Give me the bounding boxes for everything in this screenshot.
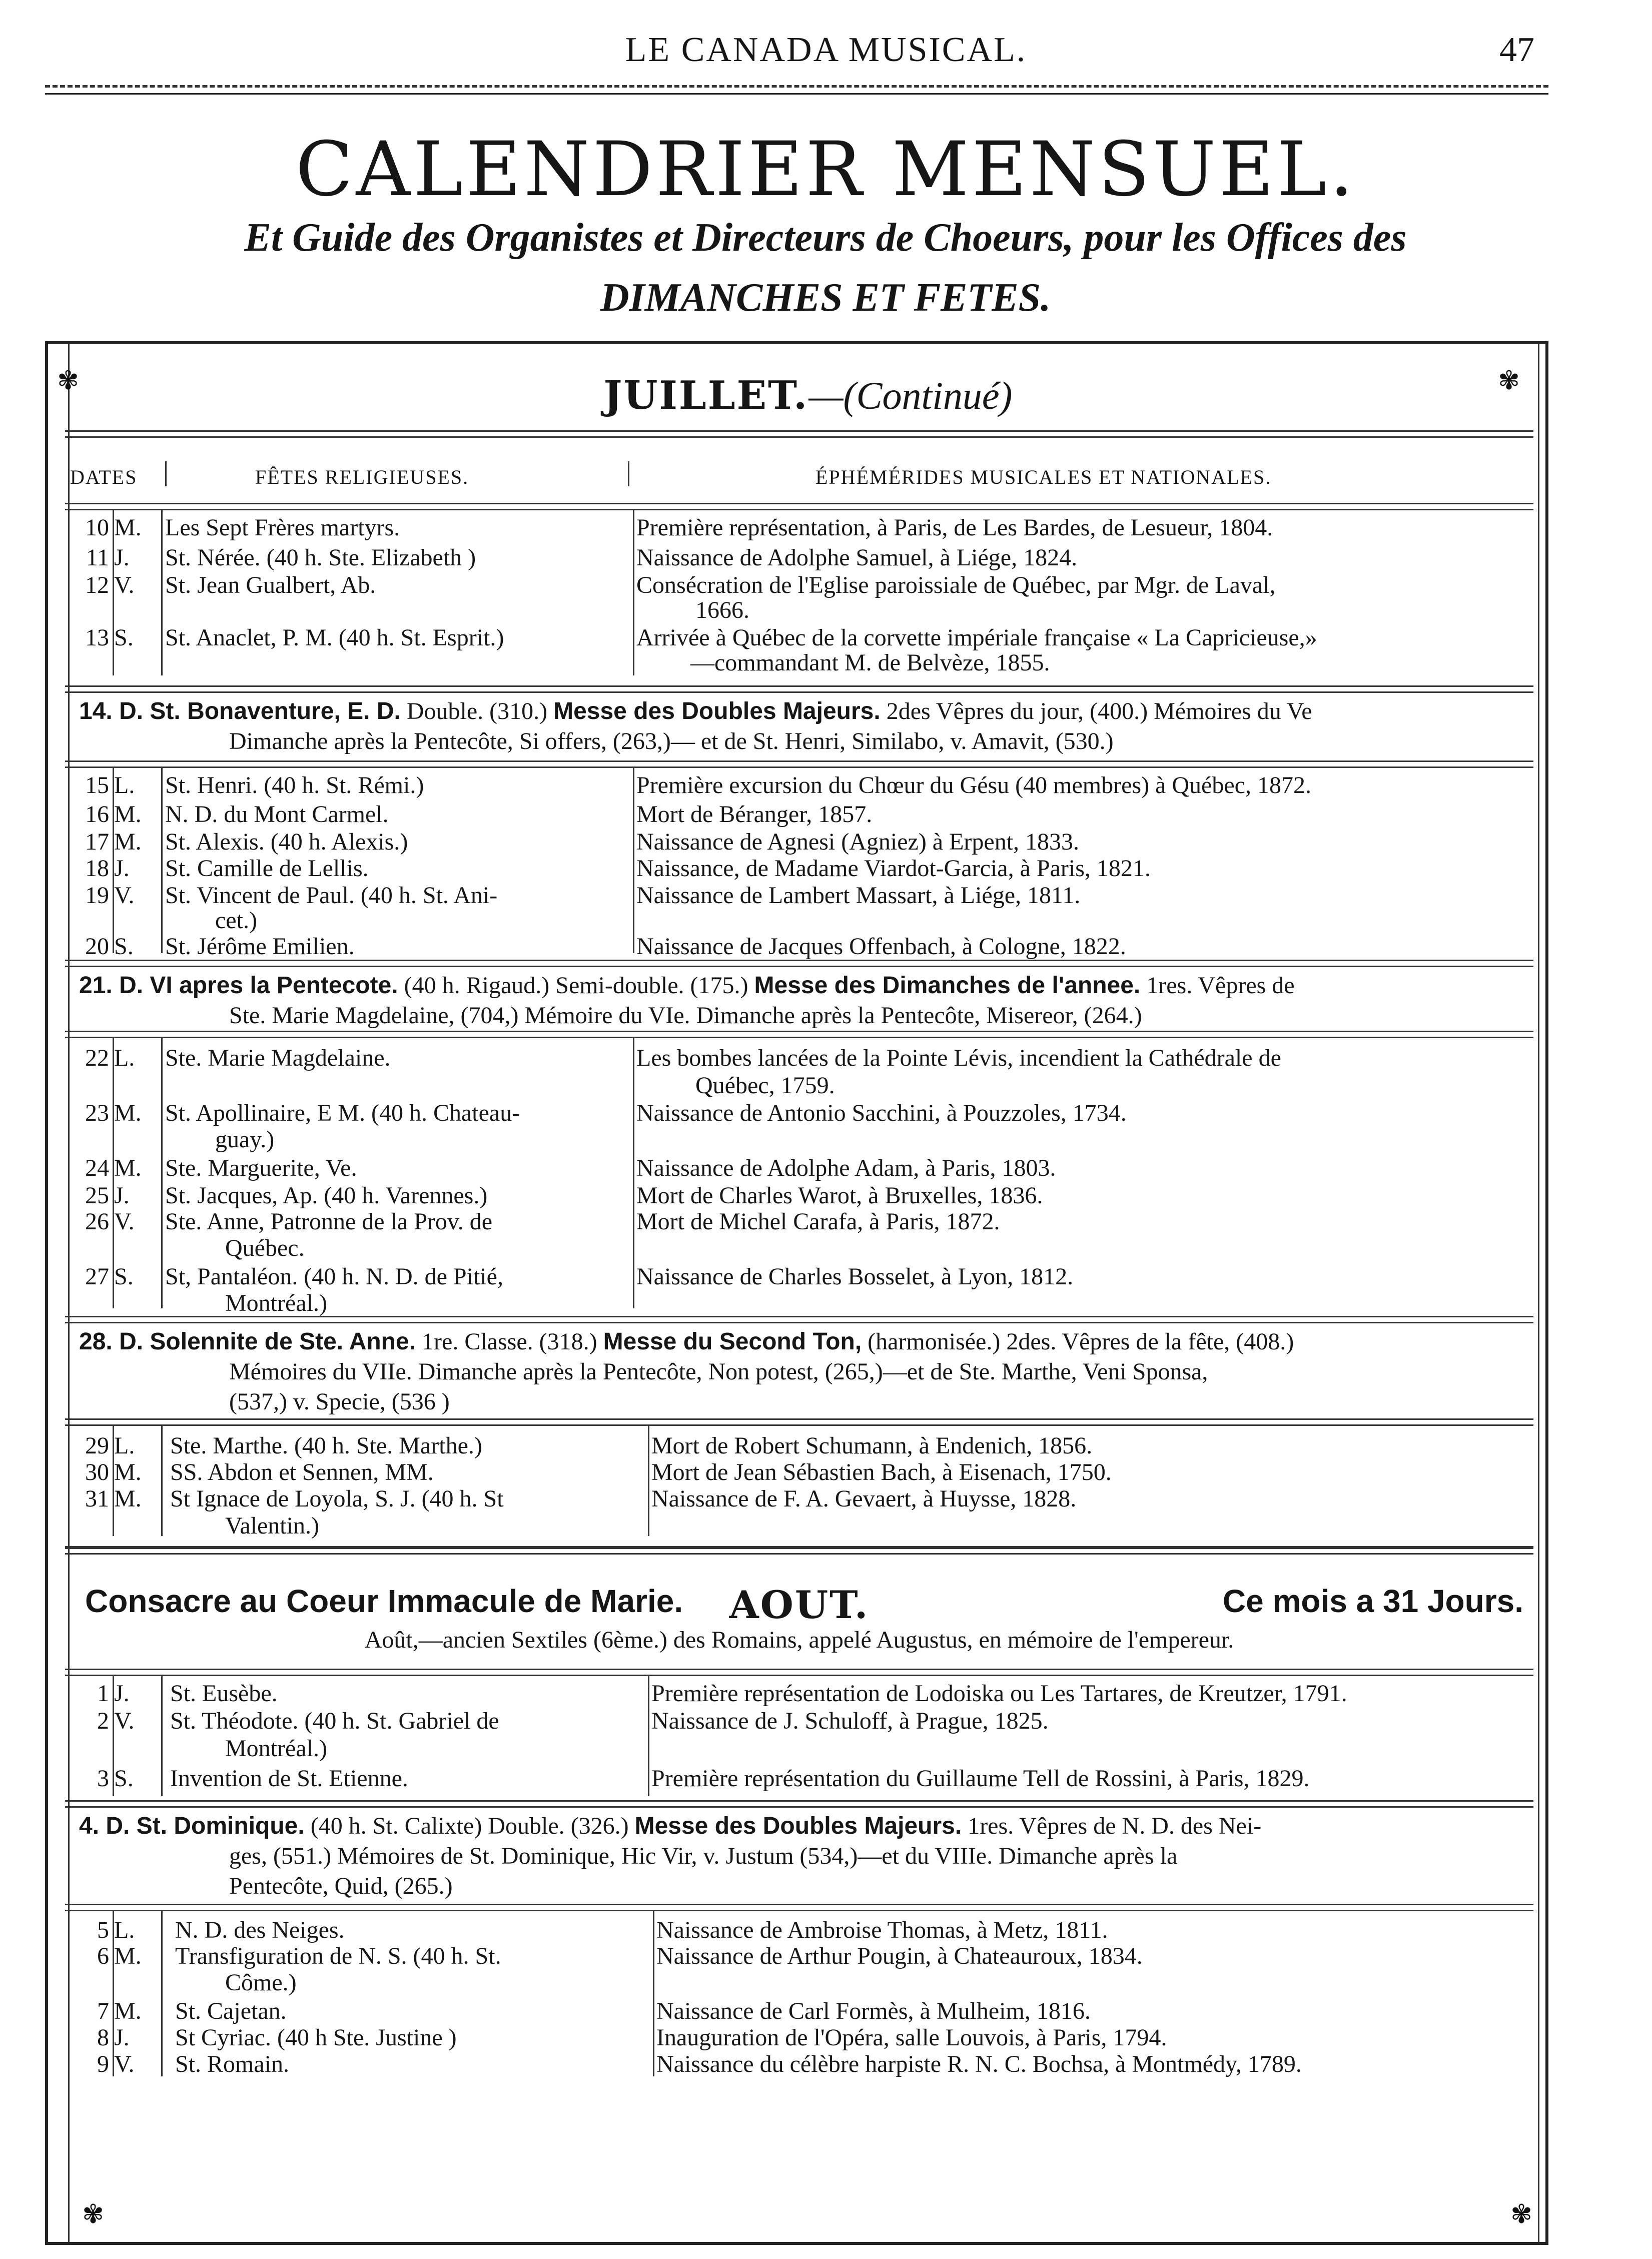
ephemeris: Mort de Jean Sébastien Bach, à Eisenach, 1750. [651, 1459, 1112, 1485]
feast: Les Sept Frères martyrs. [165, 514, 400, 541]
ephemeris: Naissance du célèbre harpiste R. N. C. Bochsa, à Montmédy, 1789. [656, 2051, 1302, 2077]
weekday: M. [114, 801, 142, 828]
divider [65, 509, 1533, 510]
sunday-entry-28 [79, 1327, 1530, 1417]
day-number: 7 [97, 1998, 109, 2024]
ephemeris: Mort de Michel Carafa, à Paris, 1872. [636, 1208, 1000, 1235]
sunday-vespers: 2des Vêpres du jour, (400.) Mémoires du Ve [880, 698, 1312, 724]
feast: St. Jean Gualbert, Ab. [165, 572, 376, 598]
feast: St Ignace de Loyola, S. J. (40 h. St [170, 1485, 504, 1512]
ephemeris: Naissance de Lambert Massart, à Liége, 1811. [636, 882, 1081, 909]
divider [65, 503, 1533, 504]
ephemeris: Première excursion du Chœur du Gésu (40 membres) à Québec, 1872. [636, 772, 1311, 799]
weekday: V. [114, 2051, 135, 2077]
weekday: M. [114, 1100, 142, 1126]
feast: Transfiguration de N. S. (40 h. St. [175, 1943, 501, 1969]
feast: St. Anaclet, P. M. (40 h. St. Esprit.) [165, 624, 504, 651]
divider [633, 768, 634, 953]
sunday-mass: Messe des Doubles Majeurs. [634, 1813, 962, 1839]
divider [65, 685, 1533, 687]
ephemeris: —commandant M. de Belvèze, 1855. [690, 649, 1050, 676]
sunday-memoires: Dimanche après la Pentecôte, Si offers, (263,)— et de St. Henri, Similabo, v. Amavit, (530.) [229, 728, 1114, 755]
divider [161, 1426, 163, 1536]
day-number: 25 [85, 1182, 109, 1209]
frame-inner-right [1538, 344, 1539, 2242]
weekday: M. [114, 829, 142, 855]
feast: Ste. Marguerite, Ve. [165, 1155, 357, 1181]
sunday-rank: Double. (310.) [400, 698, 554, 724]
ephemeris: Québec, 1759. [695, 1072, 835, 1099]
column-header-ephemerides: ÉPHÉMÉRIDES MUSICALES ET NATIONALES. [815, 466, 1272, 488]
weekday: J. [114, 1680, 130, 1707]
sunday-rank: 1re. Classe. (318.) [416, 1328, 603, 1355]
day-number: 20 [85, 933, 109, 960]
feast: St, Pantaléon. (40 h. N. D. de Pitié, [165, 1263, 503, 1290]
sunday-title: 28. D. Solennite de Ste. Anne. [79, 1328, 416, 1355]
divider [65, 1037, 1533, 1038]
feast: Ste. Marie Magdelaine. [165, 1045, 391, 1071]
day-number: 27 [85, 1263, 109, 1290]
ephemeris: Mort de Béranger, 1857. [636, 801, 873, 828]
divider [628, 461, 629, 486]
feast: St Cyriac. (40 h Ste. Justine ) [175, 2024, 457, 2051]
feast: St. Vincent de Paul. (40 h. St. Ani- [165, 882, 498, 909]
day-number: 23 [85, 1100, 109, 1126]
feast: St. Henri. (40 h. St. Rémi.) [165, 772, 424, 799]
weekday: S. [114, 1765, 134, 1792]
sunday-title: 14. D. St. Bonaventure, E. D. [79, 698, 401, 724]
day-number: 2 [97, 1708, 109, 1734]
day-number: 6 [97, 1943, 109, 1969]
ephemeris: Naissance de Carl Formès, à Mulheim, 1816. [656, 1998, 1091, 2024]
day-number: 18 [85, 855, 109, 882]
sunday-mass: Messe du Second Ton, [603, 1328, 862, 1355]
feast: Invention de St. Etienne. [170, 1765, 408, 1792]
subtitle-line-2: DIMANCHES ET FETES. [600, 276, 1051, 320]
feast: St. Eusèbe. [170, 1680, 278, 1707]
feast: St. Jérôme Emilien. [165, 933, 355, 960]
day-number: 26 [85, 1208, 109, 1235]
divider [161, 1676, 163, 1796]
feast: St. Romain. [175, 2051, 290, 2077]
weekday: S. [114, 1263, 134, 1290]
ephemeris: Première représentation, à Paris, de Les Bardes, de Lesueur, 1804. [636, 514, 1273, 541]
weekday: M. [114, 1155, 142, 1181]
ephemeris: Première représentation du Guillaume Tell de Rossini, à Paris, 1829. [651, 1765, 1310, 1792]
weekday: L. [114, 1917, 135, 1943]
weekday: S. [114, 933, 134, 960]
divider [65, 1031, 1533, 1032]
ephemeris: Naissance de J. Schuloff, à Prague, 1825. [651, 1708, 1049, 1734]
sunday-vespers: (harmonisée.) 2des. Vêpres de la fête, (408.) [862, 1328, 1294, 1355]
day-number: 1 [97, 1680, 109, 1707]
ephemeris: Naissance de Antonio Sacchini, à Pouzzoles, 1734. [636, 1100, 1127, 1126]
calendar-title: CALENDRIER MENSUEL. [295, 126, 1357, 213]
ephemeris: Inauguration de l'Opéra, salle Louvois, à Paris, 1794. [656, 2024, 1167, 2051]
frame-inner-left [68, 344, 70, 2242]
day-number: 19 [85, 882, 109, 909]
aout-dedication: Consacre au Coeur Immacule de Marie. [85, 1583, 683, 1619]
sunday-entry-14 [79, 696, 1530, 757]
sunday-memoires: ges, (551.) Mémoires de St. Dominique, Hic Vir, v. Justum (534,)—et du VIIIe. Dimanche après la [229, 1843, 1178, 1869]
month-header-juillet [65, 373, 1551, 418]
divider [65, 1910, 1533, 1911]
day-number: 16 [85, 801, 109, 828]
weekday: M. [114, 1459, 142, 1485]
ephemeris: Naissance, de Madame Viardot-Garcia, à Paris, 1821. [636, 855, 1151, 882]
day-number: 15 [85, 772, 109, 799]
feast: Ste. Anne, Patronne de la Prov. de [165, 1208, 493, 1235]
day-number: 13 [85, 624, 109, 651]
running-header [0, 30, 1652, 75]
weekday: L. [114, 1432, 135, 1459]
feast: St. Alexis. (40 h. Alexis.) [165, 829, 408, 855]
feast: St. Camille de Lellis. [165, 855, 369, 882]
sunday-title: 4. D. St. Dominique. [79, 1813, 305, 1839]
ornament-icon: ✾ [1510, 2199, 1532, 2229]
weekday: J. [114, 2024, 130, 2051]
weekday: M. [114, 1943, 142, 1969]
day-number: 3 [97, 1765, 109, 1792]
divider [161, 768, 163, 953]
divider [648, 1426, 649, 1536]
divider [65, 1675, 1533, 1676]
weekday: M. [114, 1998, 142, 2024]
divider [161, 510, 163, 675]
sunday-memoires: Mémoires du VIIe. Dimanche après la Pentecôte, Non potest, (265,)—et de Ste. Marthe, Veni Sponsa, [229, 1358, 1208, 1385]
weekday: V. [114, 882, 135, 909]
divider [65, 960, 1533, 961]
weekday: J. [114, 1182, 130, 1209]
divider [65, 1806, 1533, 1808]
sunday-entry-4 [79, 1811, 1530, 1901]
weekday: V. [114, 1208, 135, 1235]
day-number: 22 [85, 1045, 109, 1071]
feast: Ste. Marthe. (40 h. Ste. Marthe.) [170, 1432, 482, 1459]
divider [65, 1553, 1533, 1555]
day-number: 11 [86, 544, 109, 571]
ephemeris: Naissance de Ambroise Thomas, à Metz, 1811. [656, 1917, 1108, 1943]
sunday-vespers: 1res. Vêpres de N. D. des Nei- [962, 1813, 1262, 1839]
weekday: V. [114, 572, 135, 598]
divider [65, 436, 1533, 438]
divider [165, 461, 167, 486]
divider [65, 1424, 1533, 1426]
weekday: S. [114, 624, 134, 651]
sunday-title: 21. D. VI apres la Pentecote. [79, 972, 398, 999]
weekday: M. [114, 514, 142, 541]
divider [65, 1546, 1533, 1549]
ephemeris: Naissance de F. A. Gevaert, à Huysse, 1828. [651, 1485, 1077, 1512]
feast: N. D. des Neiges. [175, 1917, 345, 1943]
weekday: L. [114, 1045, 135, 1071]
feast: St. Jacques, Ap. (40 h. Varennes.) [165, 1182, 488, 1209]
sunday-rank: (40 h. St. Calixte) Double. (326.) [304, 1813, 635, 1839]
day-number: 31 [85, 1485, 109, 1512]
sunday-mass: Messe des Dimanches de l'annee. [754, 972, 1141, 999]
day-number: 8 [97, 2024, 109, 2051]
ephemeris: Naissance de Jacques Offenbach, à Cologne, 1822. [636, 933, 1126, 960]
ephemeris: Naissance de Arthur Pougin, à Chateauroux, 1834. [656, 1943, 1143, 1969]
day-number: 10 [85, 514, 109, 541]
feast: Côme.) [225, 1969, 297, 1996]
ephemeris: Naissance de Adolphe Adam, à Paris, 1803. [636, 1155, 1056, 1181]
feast: guay.) [215, 1126, 275, 1153]
weekday: L. [114, 772, 135, 799]
feast: Valentin.) [225, 1513, 319, 1539]
feast: Montréal.) [225, 1735, 327, 1762]
feast: St. Apollinaire, E M. (40 h. Chateau- [165, 1100, 520, 1126]
day-number: 17 [85, 829, 109, 855]
column-header-dates: DATES [70, 466, 138, 488]
ornament-icon: ✾ [57, 366, 79, 396]
feast: Montréal.) [225, 1290, 327, 1316]
divider [65, 1669, 1533, 1670]
divider [65, 1904, 1533, 1905]
journal-title: LE CANADA MUSICAL. [625, 31, 1027, 69]
ephemeris: Première représentation de Lodoiska ou Les Tartares, de Kreutzer, 1791. [651, 1680, 1347, 1707]
feast: SS. Abdon et Sennen, MM. [170, 1459, 434, 1485]
aout-description: Août,—ancien Sextiles (6ème.) des Romains, appelé Augustus, en mémoire de l'empereur. [364, 1627, 1234, 1653]
divider [65, 1800, 1533, 1802]
weekday: V. [114, 1708, 135, 1734]
day-number: 24 [85, 1155, 109, 1181]
ephemeris: Naissance de Adolphe Samuel, à Liége, 1824. [636, 544, 1078, 571]
day-number: 30 [85, 1459, 109, 1485]
divider [65, 691, 1533, 693]
divider [65, 767, 1533, 768]
divider [161, 1038, 163, 1308]
ephemeris: Naissance de Agnesi (Agniez) à Erpent, 1833. [636, 829, 1080, 855]
divider [65, 761, 1533, 762]
aout-days: Ce mois a 31 Jours. [1222, 1583, 1523, 1619]
sunday-rank: (40 h. Rigaud.) Semi-double. (175.) [398, 972, 754, 999]
subtitle-line-1: Et Guide des Organistes et Directeurs de Choeurs, pour les Offices des [244, 216, 1407, 260]
sunday-memoires-cont: (537,) v. Specie, (536 ) [229, 1388, 450, 1415]
divider [65, 430, 1533, 432]
sunday-vespers: 1res. Vêpres de [1140, 972, 1295, 999]
sunday-mass: Messe des Doubles Majeurs. [553, 698, 881, 724]
day-number: 29 [85, 1432, 109, 1459]
feast: cet.) [215, 907, 257, 934]
divider [161, 1911, 163, 2076]
month-name: AOUT. [729, 1583, 870, 1627]
month-header-aout [65, 1583, 1533, 1628]
column-header-fetes: FÊTES RELIGIEUSES. [255, 466, 469, 488]
ephemeris: Arrivée à Québec de la corvette impériale française « La Capricieuse,» [636, 624, 1317, 651]
ephemeris: Consécration de l'Eglise paroissiale de Québec, par Mgr. de Laval, [636, 572, 1276, 598]
day-number: 9 [97, 2051, 109, 2077]
ephemeris: Les bombes lancées de la Pointe Lévis, incendient la Cathédrale de [636, 1045, 1281, 1071]
sunday-entry-21 [79, 971, 1530, 1031]
sunday-memoires: Ste. Marie Magdelaine, (704,) Mémoire du VIe. Dimanche après la Pentecôte, Misereor, (264.) [229, 1002, 1142, 1029]
divider [633, 510, 634, 675]
day-number: 12 [85, 572, 109, 598]
header-rule-2 [45, 93, 1548, 95]
day-number: 5 [97, 1917, 109, 1943]
ephemeris: Mort de Charles Warot, à Bruxelles, 1836. [636, 1182, 1043, 1209]
feast: N. D. du Mont Carmel. [165, 801, 389, 828]
feast: St. Théodote. (40 h. St. Gabriel de [170, 1708, 499, 1734]
ephemeris: Mort de Robert Schumann, à Endenich, 1856. [651, 1432, 1093, 1459]
divider [65, 1322, 1533, 1323]
page-number: 47 [1499, 31, 1534, 69]
feast: St. Cajetan. [175, 1998, 287, 2024]
feast: St. Nérée. (40 h. Ste. Elizabeth ) [165, 544, 476, 571]
ephemeris: 1666. [695, 597, 749, 623]
divider [653, 1911, 654, 2076]
weekday: J. [114, 544, 130, 571]
header-rule [45, 85, 1548, 88]
divider [633, 1038, 634, 1308]
month-name: JUILLET. [603, 373, 809, 418]
divider [65, 966, 1533, 967]
sunday-memoires-cont: Pentecôte, Quid, (265.) [229, 1873, 453, 1899]
ornament-icon: ✾ [82, 2199, 104, 2229]
ornament-icon: ✾ [1498, 366, 1520, 396]
weekday: M. [114, 1485, 142, 1512]
weekday: J. [114, 855, 130, 882]
divider [65, 1316, 1533, 1317]
divider [65, 1418, 1533, 1420]
feast: Québec. [225, 1235, 305, 1261]
ephemeris: Naissance de Charles Bosselet, à Lyon, 1812. [636, 1263, 1074, 1290]
divider [648, 1676, 649, 1796]
month-continued: —(Continué) [808, 374, 1013, 417]
